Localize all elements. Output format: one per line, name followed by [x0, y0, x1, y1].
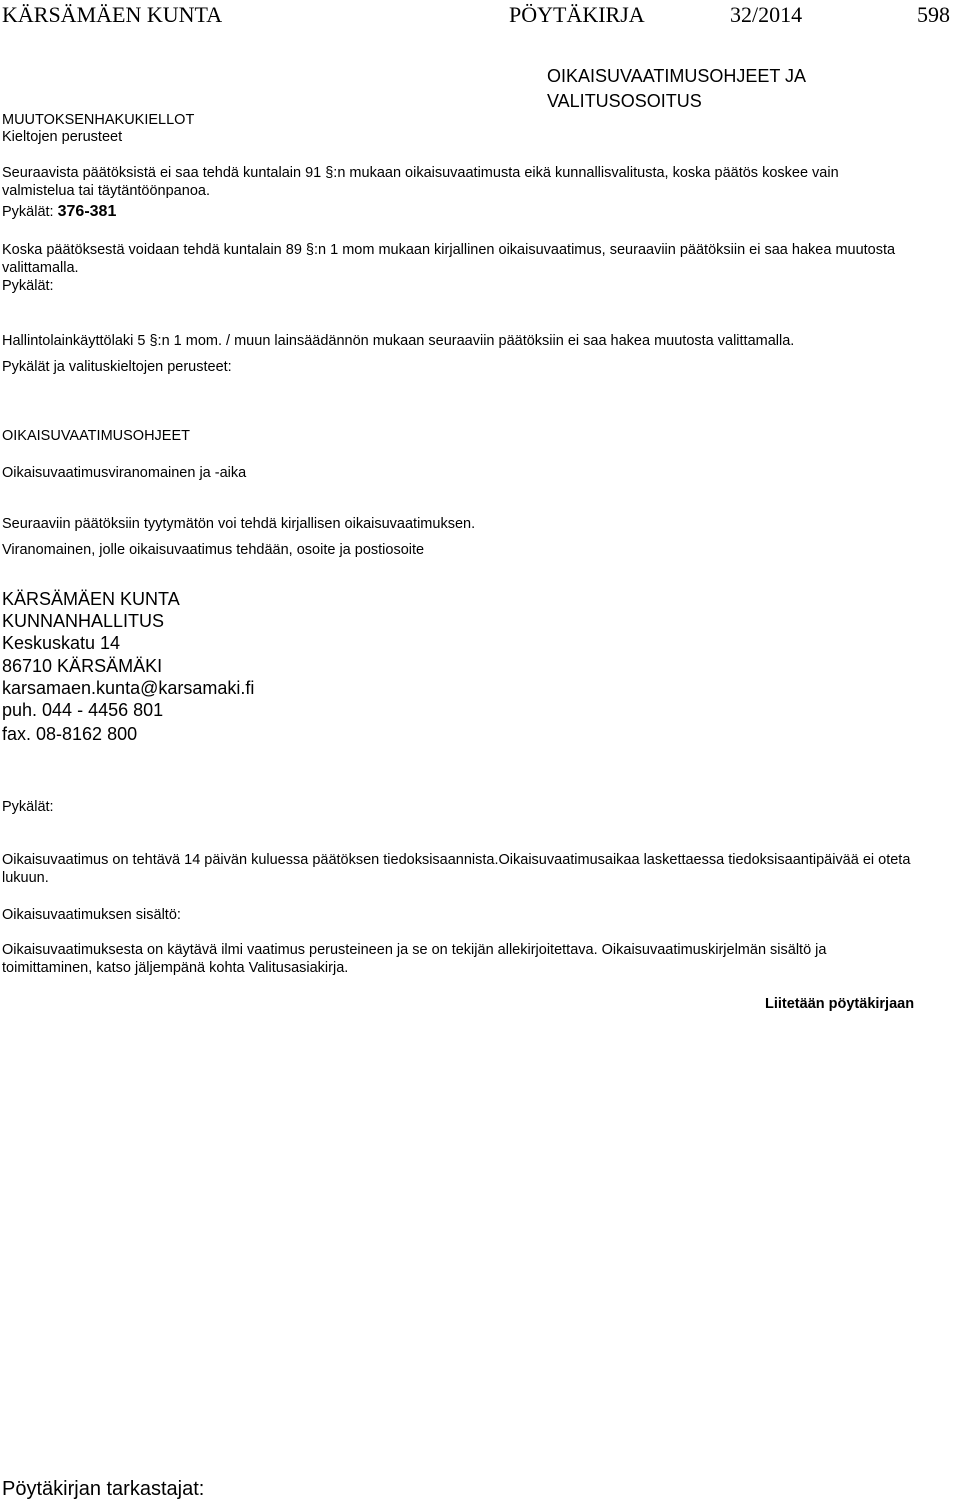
section-title-line2: VALITUSOSOITUS: [547, 91, 702, 111]
instructions-sections-label: Pykälät:: [2, 799, 54, 815]
sections-1-label: Pykälät:: [2, 204, 54, 220]
instructions-paragraph-4: Oikaisuvaatimuksesta on käytävä ilmi vaatimus perusteineen ja se on tekijän allekirjoitettava. Oikaisuvaatimuskirjelmän sisältö ja toimittaminen, katso jäljempänä kohta Valitusasiakirja.: [2, 942, 827, 976]
address-line-3: Keskuskatu 14: [2, 633, 121, 654]
prohibitions-paragraph-3: Hallintolainkäyttölaki 5 §:n 1 mom. / muun lainsäädännön mukaan seuraaviin päätöksiin ei saa hakea muutosta valittamalla.: [2, 333, 795, 349]
authority-address: [2, 588, 254, 745]
sections-1-value: 376-381: [57, 203, 117, 220]
prohibitions-title: MUUTOKSENHAKUKIELLOT: [2, 112, 195, 128]
header-doc-type: PÖYTÄKIRJA: [509, 2, 645, 27]
authority-heading: Oikaisuvaatimusviranomainen ja -aika: [2, 465, 247, 481]
instructions-title: OIKAISUVAATIMUSOHJEET: [2, 428, 190, 444]
header-page-number: 598: [917, 2, 950, 27]
instructions-paragraph-2: Viranomainen, jolle oikaisuvaatimus tehdään, osoite ja postiosoite: [2, 542, 425, 558]
sections-3-label: Pykälät ja valituskieltojen perusteet:: [2, 359, 232, 375]
sections-2-label: Pykälät:: [2, 278, 54, 294]
section-title-line1: OIKAISUVAATIMUSOHJEET JA: [547, 66, 807, 86]
content-heading: Oikaisuvaatimuksen sisältö:: [2, 907, 181, 923]
prohibitions-paragraph-2: Koska päätöksestä voidaan tehdä kuntalain 89 §:n 1 mom mukaan kirjallinen oikaisuvaatimus, seuraaviin päätöksiin ei saa hakea muutosta valittamalla.: [2, 242, 896, 276]
address-fax: fax. 08-8162 800: [2, 724, 138, 745]
instructions-paragraph-1: Seuraaviin päätöksiin tyytymätön voi tehdä kirjallisen oikaisuvaatimuksen.: [2, 516, 476, 532]
address-email: karsamaen.kunta@karsamaki.fi: [2, 677, 255, 698]
prohibitions-paragraph-1: Seuraavista päätöksistä ei saa tehdä kuntalain 91 §:n mukaan oikaisuvaatimusta eikä kunnallisvalitusta, koska päätös koskee vain valmistelua tai täytäntöönpanoa.: [2, 165, 839, 199]
address-line-4: 86710 KÄRSÄMÄKI: [2, 655, 163, 676]
address-line-2: KUNNANHALLITUS: [2, 611, 165, 632]
section-title: [547, 64, 806, 114]
attached-note: Liitetään pöytäkirjaan: [765, 996, 915, 1012]
instructions-paragraph-3: Oikaisuvaatimus on tehtävä 14 päivän kuluessa päätöksen tiedoksisaannista.Oikaisuvaatimusaikaa laskettaessa tiedoksisaantipäivää ei oteta lukuun.: [2, 852, 911, 886]
reviewers-label: Pöytäkirjan tarkastajat:: [2, 1478, 205, 1500]
sections-1: [2, 203, 116, 221]
header-issue: 32/2014: [730, 2, 803, 27]
address-line-1: KÄRSÄMÄEN KUNTA: [2, 589, 180, 609]
header-municipality: KÄRSÄMÄEN KUNTA: [2, 2, 223, 27]
address-phone: puh. 044 - 4456 801: [2, 700, 164, 721]
prohibitions-subtitle: Kieltojen perusteet: [2, 129, 123, 145]
